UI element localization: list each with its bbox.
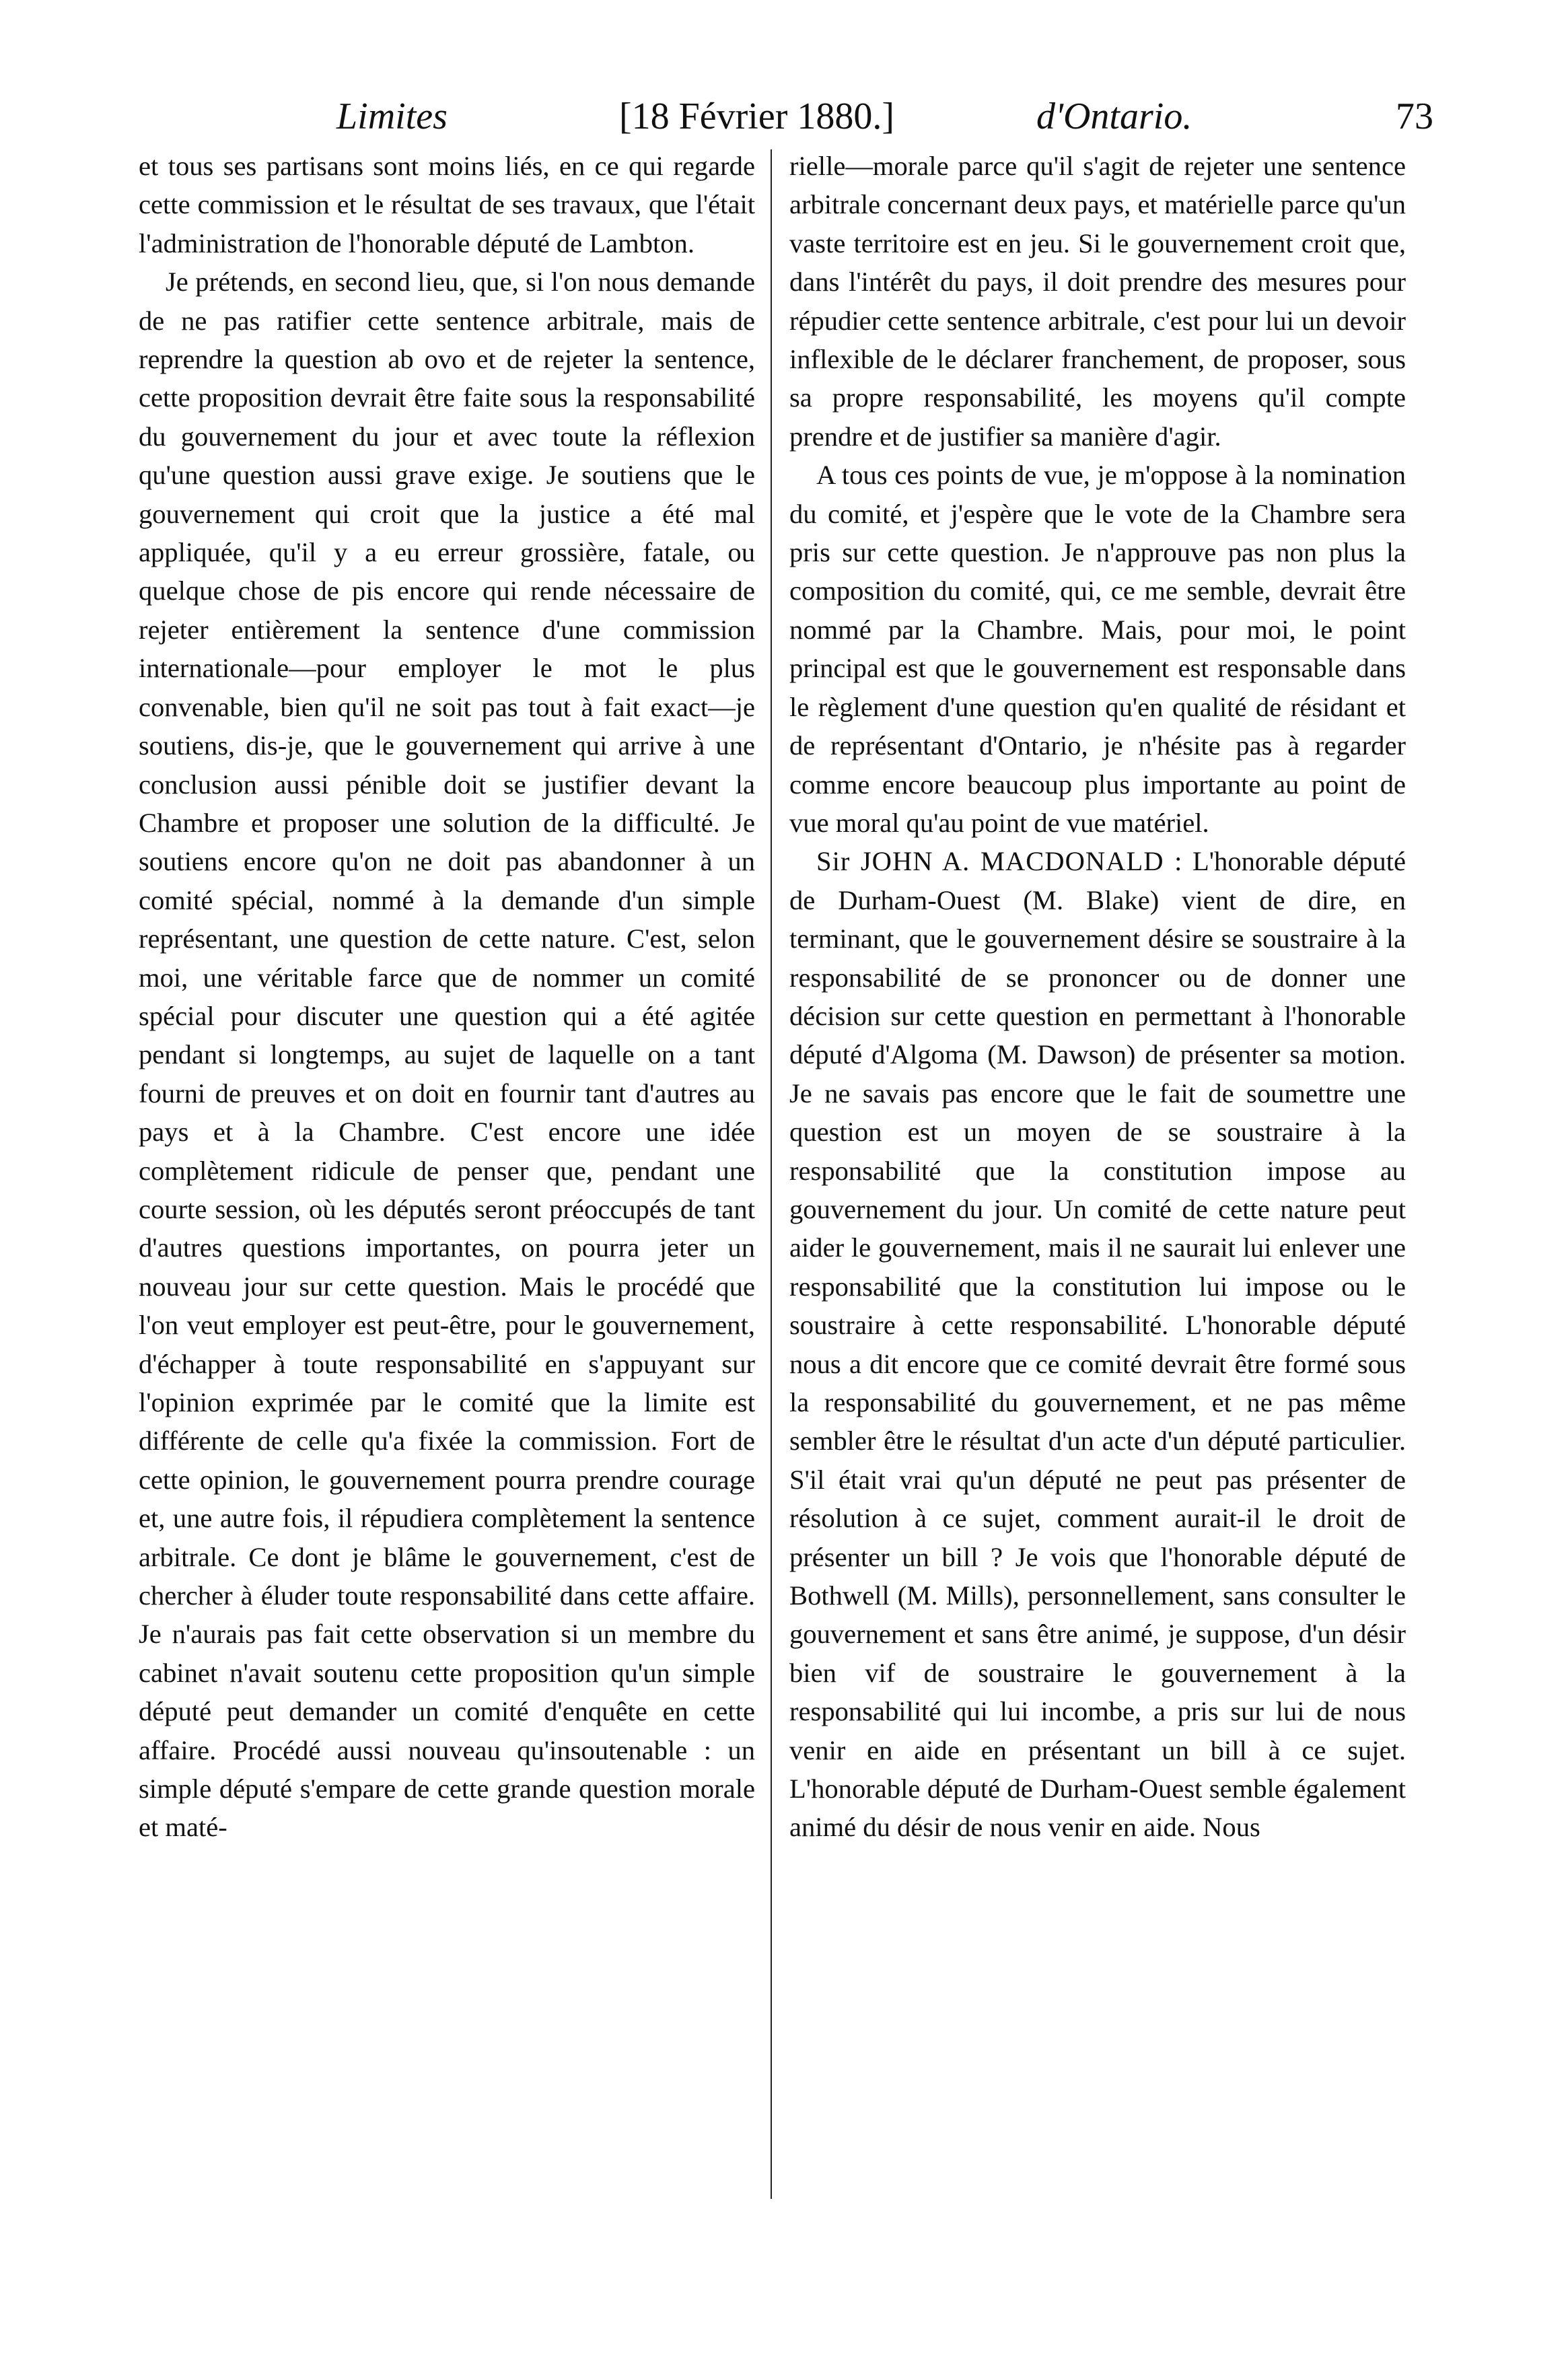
speaker-name: Sir JOHN A. MACDONALD : (816, 846, 1183, 877)
page-number: 73 (1396, 96, 1433, 137)
right-paragraph-2: A tous ces points de vue, je m'oppose à la nomination du comité, et j'espère que le vote de la Chambre sera pris sur cette question. Je n'approuve pas non plus la composition du comité, qui, ce me semble, devrait être nommé par la Chambre. Mais, pour moi, le point principal est que le gouvernement est responsable dans le règlement d'une question qu'en qualité de résidant et de représentant d'Ontario, je n'hésite pas à regarder comme encore beaucoup plus importante au point de vue moral qu'au point de vue matériel. (789, 460, 1406, 838)
right-paragraph-3 (789, 842, 1406, 1847)
speech-text: L'honorable député de Durham-Ouest (M. Blake) vient de dire, en terminant, que le gouvernement désire se soustraire à la responsabilité de se prononcer ou de donner une décision sur cette question en permettant à l'honorable député d'Algoma (M. Dawson) de présenter sa motion. Je ne savais pas encore que le fait de soumettre une question est un moyen de se soustraire à la responsabilité que la constitution impose au gouvernement du jour. Un comité de cette nature peut aider le gouvernement, mais il ne saurait lui enlever une responsabilité que la constitution lui impose ou le soustraire à cette responsabilité. L'honorable député nous a dit encore que ce comité devrait être formé sous la responsabilité du gouvernement, et ne pas même sembler être le résultat d'un acte d'un député particulier. S'il était vrai qu'un député ne peut pas présenter de résolution à ce sujet, comment aurait-il le droit de présenter un bill ? Je vois que l'honorable député de Bothwell (M. Mills), personnellement, sans consulter le gouvernement et sans être animé, je suppose, d'un désir bien vif de soustraire le gouvernement à la responsabilité qui lui incombe, a pris sur lui de nous venir en aide en présentant un bill à ce sujet. L'honorable député de Durham-Ouest semble également animé du désir de nous venir en aide. Nous (789, 846, 1406, 1843)
header-right: d'Ontario. (1036, 96, 1192, 137)
right-column (789, 147, 1406, 1847)
left-paragraph-2: Je prétends, en second lieu, que, si l'on nous demande de ne pas ratifier cette sentence arbitrale, mais de reprendre la question ab ovo et de rejeter la sentence, cette proposition devrait être faite sous la responsabilité du gouvernement du jour et avec toute la réflexion qu'une question aussi grave exige. Je soutiens que le gouvernement qui croit que la justice a été mal appliquée, qu'il y a eu erreur grossière, fatale, ou quelque chose de pis encore qui rende nécessaire de rejeter entièrement la sentence d'une commission internationale—pour employer le mot le plus convenable, bien qu'il ne soit pas tout à fait exact—je soutiens, dis-je, que le gouvernement qui arrive à une conclusion aussi pénible doit se justifier devant la Chambre et proposer une solution de la difficulté. Je soutiens encore qu'on ne doit pas abandonner à un comité spécial, nommé à la demande d'un simple représentant, une question de cette nature. C'est, selon moi, une véritable farce que de nommer un comité spécial pour discuter une question qui a été agitée pendant si longtemps, au sujet de laquelle on a tant fourni de preuves et on doit en fournir tant d'autres au pays et à la Chambre. C'est encore une idée complètement ridicule de penser que, pendant une courte session, où les députés seront préoccupés de tant d'autres questions importantes, on pourra jeter un nouveau jour sur cette question. Mais le procédé que l'on veut employer est peut-être, pour le gouvernement, d'échapper à toute responsabilité en s'appuyant sur l'opinion exprimée par le comité que la limite est différente de celle qu'a fixée la commission. Fort de cette opinion, le gouvernement pourra prendre courage et, une autre fois, il répudiera complètement la sentence arbitrale. Ce dont je blâme le gouvernement, c'est de chercher à éluder toute responsabilité dans cette affaire. Je n'aurais pas fait cette observation si un membre du cabinet n'avait soutenu cette proposition qu'un simple député peut demander un comité d'enquête en cette affaire. Procédé aussi nouveau qu'insoutenable : un simple député s'empare de cette grande question morale et maté- (139, 267, 755, 1843)
page-header (135, 86, 1433, 147)
right-paragraph-1: rielle—morale parce qu'il s'agit de rejeter une sentence arbitrale concernant deux pays, et matérielle parce qu'un vaste territoire est en jeu. Si le gouvernement croit que, dans l'intérêt du pays, il doit prendre des mesures pour répudier cette sentence arbitrale, c'est pour lui un devoir inflexible de le déclarer franchement, de proposer, sous sa propre responsabilité, les moyens qu'il compte prendre et de justifier sa manière d'agir. (789, 151, 1406, 452)
column-divider (771, 149, 772, 2199)
left-column (139, 147, 755, 1847)
header-left: Limites (336, 96, 448, 137)
left-paragraph-1: et tous ses partisans sont moins liés, en ce qui regarde cette commission et le résultat de ses travaux, que l'était l'administration de l'honorable député de Lambton. (139, 151, 755, 258)
header-date: [18 Février 1880.] (619, 96, 895, 137)
